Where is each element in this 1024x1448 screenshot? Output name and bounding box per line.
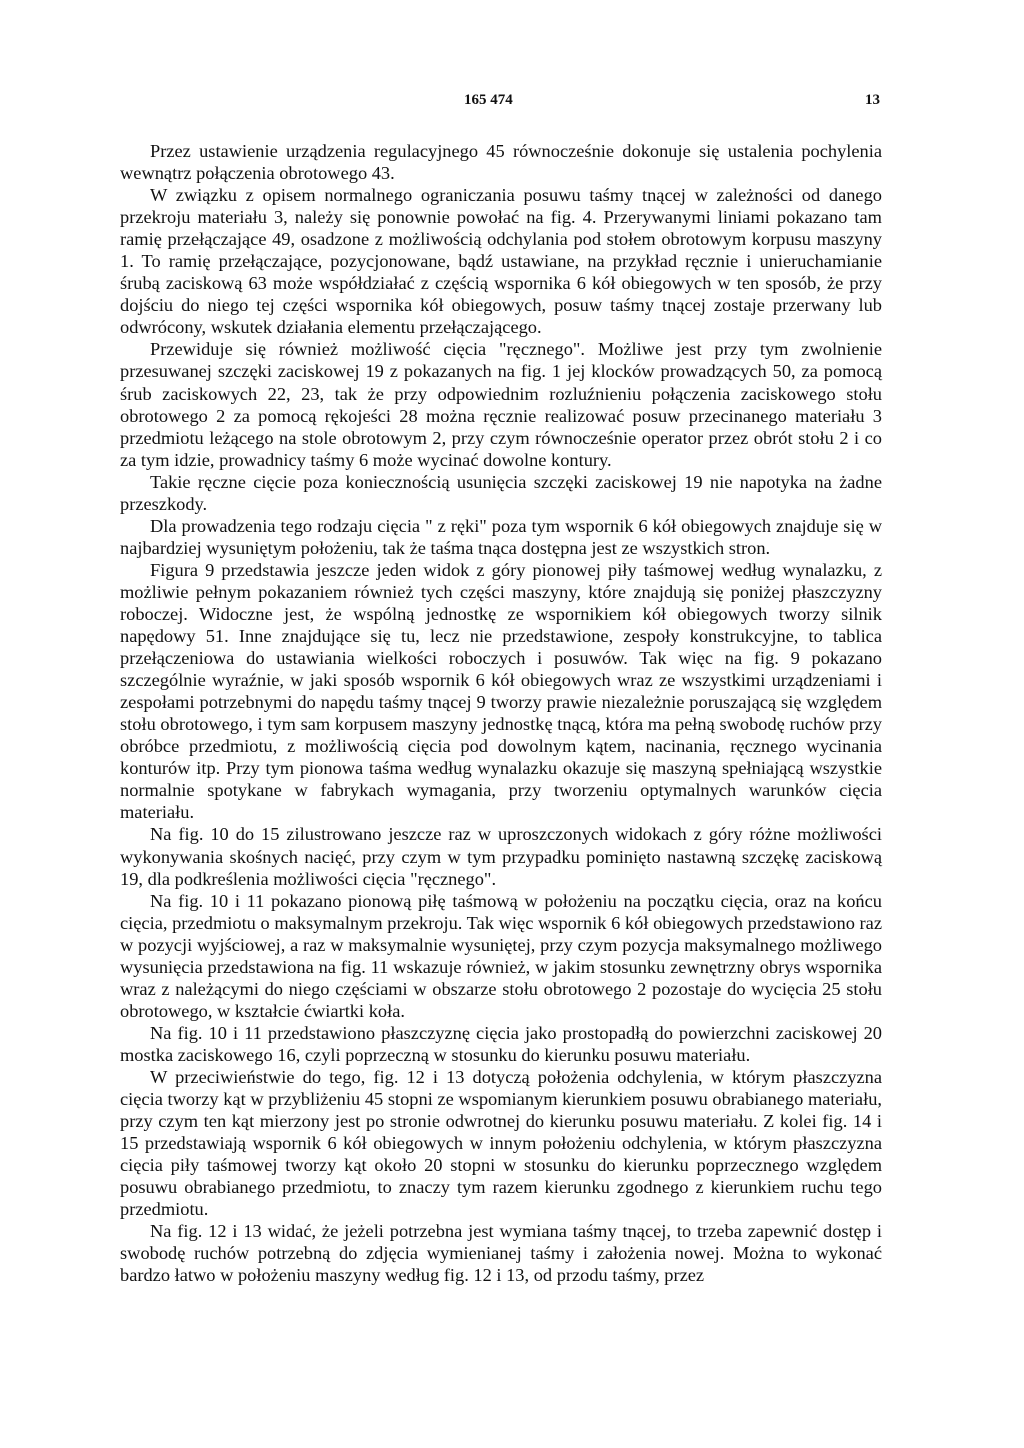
page-header bbox=[120, 92, 880, 116]
paragraph: Takie ręczne cięcie poza koniecznością usunięcia szczęki zaciskowej 19 nie napotyka na żadne przeszkody. bbox=[120, 471, 882, 514]
paragraph: Przewiduje się również możliwość cięcia "ręcznego". Możliwe jest przy tym zwolnienie przesuwanej szczęki zaciskowej 19 z pokazanych na fig. 1 jej klocków prowadzących 50, za pomocą śrub zaciskowych 22, 23, tak że przy odpowiednim rozluźnieniu połączenia zaciskowego stołu obrotowego 2 za pomocą rękojeści 28 można ręcznie realizować posuw przecinanego materiału 3 przedmiotu leżącego na stole obrotowym 2, przy czym równocześnie operator przez obrót stołu 2 i co za tym idzie, prowadnicy taśmy 6 może wycinać dowolne kontury. bbox=[120, 339, 882, 470]
paragraph: Figura 9 przedstawia jeszcze jeden widok z góry pionowej piły taśmowej według wynalazku, z możliwie pełnym pokazaniem również tych części maszyny, które znajdują się poniżej płaszczyzny roboczej. Widoczne jest, że wspólną jednostkę ze wspornikiem kół obiegowych tworzy silnik napędowy 51. Inne znajdujące się tu, lecz nie przedstawione, zespoły konstrukcyjne, to tablica przełączeniowa do ustawiania wielkości roboczych i posuwów. Tak więc na fig. 9 pokazano szczególnie wyraźnie, w jaki sposób wspornik 6 kół obiegowych wraz ze wszystkimi urządzeniami i zespołami potrzebnymi do napędu taśmy tnącej 9 tworzy prawie niezależnie poruszającą się względem stołu obrotowego, i tym sam korpusem maszyny jednostkę tnącą, która ma pełną swobodę ruchów przy obróbce przedmiotu, z możliwością cięcia pod dowolnym kątem, nacinania, ręcznego wycinania konturów itp. Przy tym pionowa taśma według wynalazku okazuje się maszyną spełniającą wszystkie normalnie spotykane w fabrykach wymagania, przy tworzeniu optymalnych warunków cięcia materiału. bbox=[120, 559, 882, 823]
paragraph: W związku z opisem normalnego ograniczania posuwu taśmy tnącej w zależności od danego przekroju materiału 3, należy się ponownie powołać na fig. 4. Przerywanymi liniami pokazano tam ramię przełączające 49, osadzone z możliwością odchylania pod stołem obrotowym korpusu maszyny 1. To ramię przełączające, pozycjonowane, bądź ustawiane, na przykład ręcznie i unieruchamianie śrubą zaciskową 63 może współdziałać z częścią wspornika 6 kół obiegowych w ten sposób, że przy dojściu do niego tej części wspornika kół obiegowych, posuw taśmy tnącej zostaje przerwany lub odwrócony, wskutek działania elementu przełączającego. bbox=[120, 185, 882, 338]
paragraph: W przeciwieństwie do tego, fig. 12 i 13 dotyczą położenia odchylenia, w którym płaszczyzna cięcia tworzy kąt w przybliżeniu 45 stopni ze wspomianym kierunkiem posuwu obrabianego materiału, przy czym ten kąt mierzony jest po stronie odwrotnej do kierunku posuwu materiału. Z kolei fig. 14 i 15 przedstawiają wspornik 6 kół obiegowych w innym położeniu odchylenia, w którym płaszczyzna cięcia piły taśmowej tworzy kąt około 20 stopni w stosunku do kierunku poprzecznego względem posuwu obrabianego przedmiotu, to znaczy tym razem kierunku zgodnego z kierunkiem ruchu tego przedmiotu. bbox=[120, 1066, 882, 1220]
paragraph: Na fig. 10 do 15 zilustrowano jeszcze raz w uproszczonych widokach z góry różne możliwości wykonywania skośnych nacięć, przy czym w tym przypadku pominięto nastawną szczękę zaciskową 19, dla podkreślenia możliwości cięcia "ręcznego". bbox=[120, 824, 882, 889]
paragraph: Na fig. 12 i 13 widać, że jeżeli potrzebna jest wymiana taśmy tnącej, to trzeba zapewnić dostęp i swobodę ruchów potrzebną do zdjęcia wymienianej taśmy i założenia nowej. Można to wykonać bardzo łatwo w położeniu maszyny według fig. 12 i 13, od przodu taśmy, przez bbox=[120, 1221, 882, 1286]
page-number: 13 bbox=[865, 92, 880, 108]
paragraph: Dla prowadzenia tego rodzaju cięcia " z ręki" poza tym wspornik 6 kół obiegowych znajduje się w najbardziej wysuniętym położeniu, tak że taśma tnąca dostępna jest ze wszystkich stron. bbox=[120, 515, 882, 558]
body-text bbox=[120, 140, 882, 1286]
paragraph: Na fig. 10 i 11 pokazano pionową piłę taśmową w położeniu na początku cięcia, oraz na końcu cięcia, przedmiotu o maksymalnym przekroju. Tak więc wspornik 6 kół obiegowych przedstawiono raz w pozycji wyjściowej, a raz w maksymalnie wysuniętej, przy czym pozycja maksymalnego możliwego wysunięcia przedstawiona na fig. 11 wskazuje również, w jakim stosunku zewnętrzny obrys wspornika wraz z należącymi do niego częściami w obszarze stołu obrotowego 2 pozostaje do wycięcia 25 stołu obrotowego, w kształcie ćwiartki koła. bbox=[120, 890, 882, 1021]
paragraph: Przez ustawienie urządzenia regulacyjnego 45 równocześnie dokonuje się ustalenia pochylenia wewnątrz połączenia obrotowego 43. bbox=[120, 141, 882, 184]
patent-number: 165 474 bbox=[464, 92, 513, 108]
paragraph: Na fig. 10 i 11 przedstawiono płaszczyznę cięcia jako prostopadłą do powierzchni zaciskowej 20 mostka zaciskowego 16, czyli poprzeczną w stosunku do kierunku posuwu materiału. bbox=[120, 1022, 882, 1065]
